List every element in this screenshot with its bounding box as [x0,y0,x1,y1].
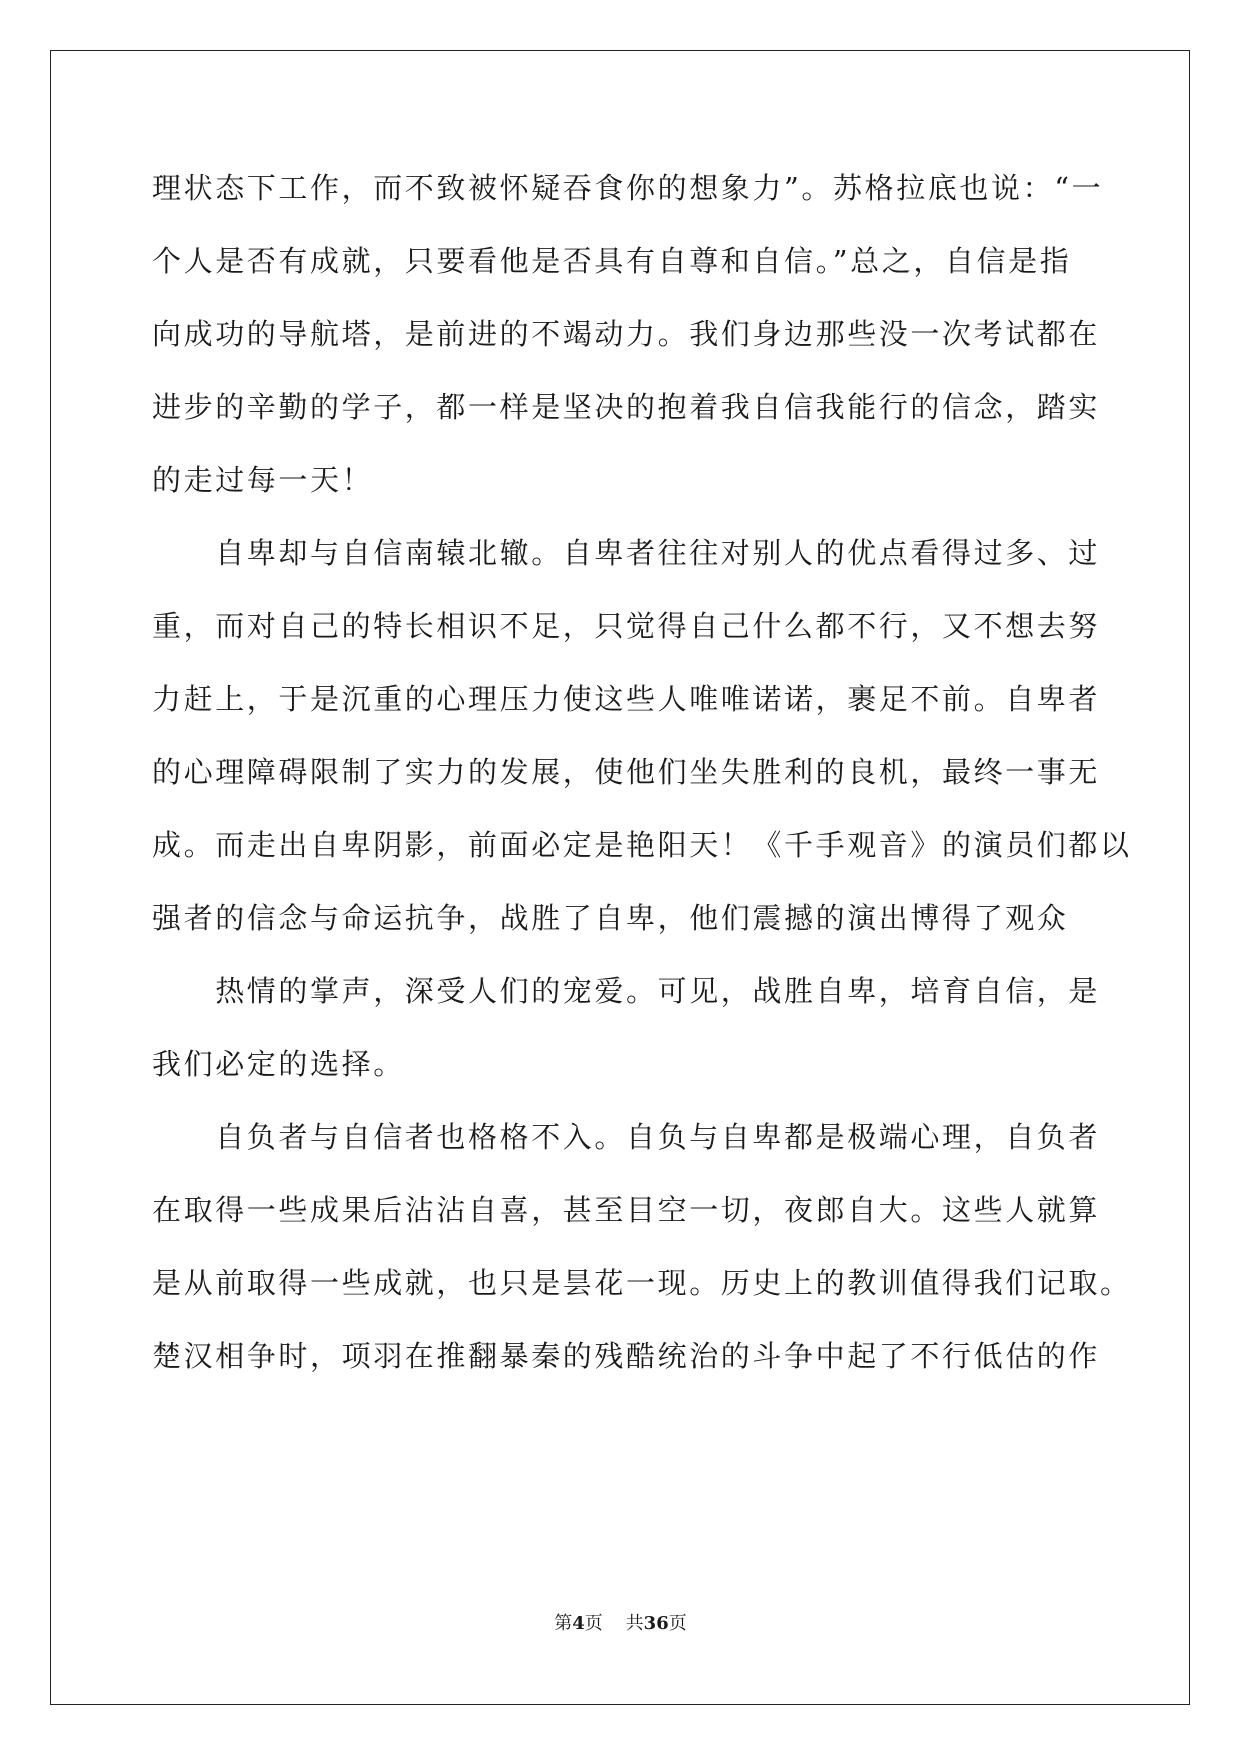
text-line: 力赶上，于是沉重的心理压力使这些人唯唯诺诺，裹足不前。自卑者 [152,682,1101,716]
text-line: 强者的信念与命运抗争，战胜了自卑，他们震撼的演出博得了观众 [152,901,1069,935]
page-number: 4 [572,1613,585,1634]
text-line: 自负者与自信者也格格不入。自负与自卑都是极端心理，自负者 [152,1120,1101,1154]
text-line: 进步的辛勤的学子，都一样是坚决的抱着我自信我能行的信念，踏实 [152,390,1101,424]
text-line: 是从前取得一些成就，也只是昙花一现。历史上的教训值得我们记取。 [152,1266,1132,1300]
text-line: 在取得一些成果后沾沾自喜，甚至目空一切，夜郎自大。这些人就算 [152,1193,1101,1227]
text-line: 成。而走出自卑阴影，前面必定是艳阳天！《千手观音》的演员们都以 [152,828,1132,862]
page-footer [0,1612,1241,1636]
text-line: 热情的掌声，深受人们的宠爱。可见，战胜自卑，培育自信，是 [152,974,1101,1008]
text-line: 向成功的导航塔，是前进的不竭动力。我们身边那些没一次考试都在 [152,317,1101,351]
text-line: 我们必定的选择。 [152,1047,405,1081]
page-suffix: 页 [584,1613,603,1634]
text-line: 的走过每一天！ [152,463,374,497]
text-line: 重，而对自己的特长相识不足，只觉得自己什么都不行，又不想去努 [152,609,1101,643]
text-line: 理状态下工作，而不致被怀疑吞食你的想象力”。苏格拉底也说：“一 [152,171,1104,205]
text-line: 自卑却与自信南辕北辙。自卑者往往对别人的优点看得过多、过 [152,536,1101,570]
text-line: 楚汉相争时，项羽在推翻暴秦的残酷统治的斗争中起了不行低估的作 [152,1339,1101,1373]
total-pages: 36 [643,1613,669,1634]
page-prefix: 第 [554,1613,573,1634]
page-border [50,50,1190,1705]
text-line: 的心理障碍限制了实力的发展，使他们坐失胜利的良机，最终一事无 [152,755,1101,789]
total-prefix: 共 [625,1613,644,1634]
text-line: 个人是否有成就，只要看他是否具有自尊和自信。”总之，自信是指 [152,244,1072,278]
total-suffix: 页 [668,1613,687,1634]
